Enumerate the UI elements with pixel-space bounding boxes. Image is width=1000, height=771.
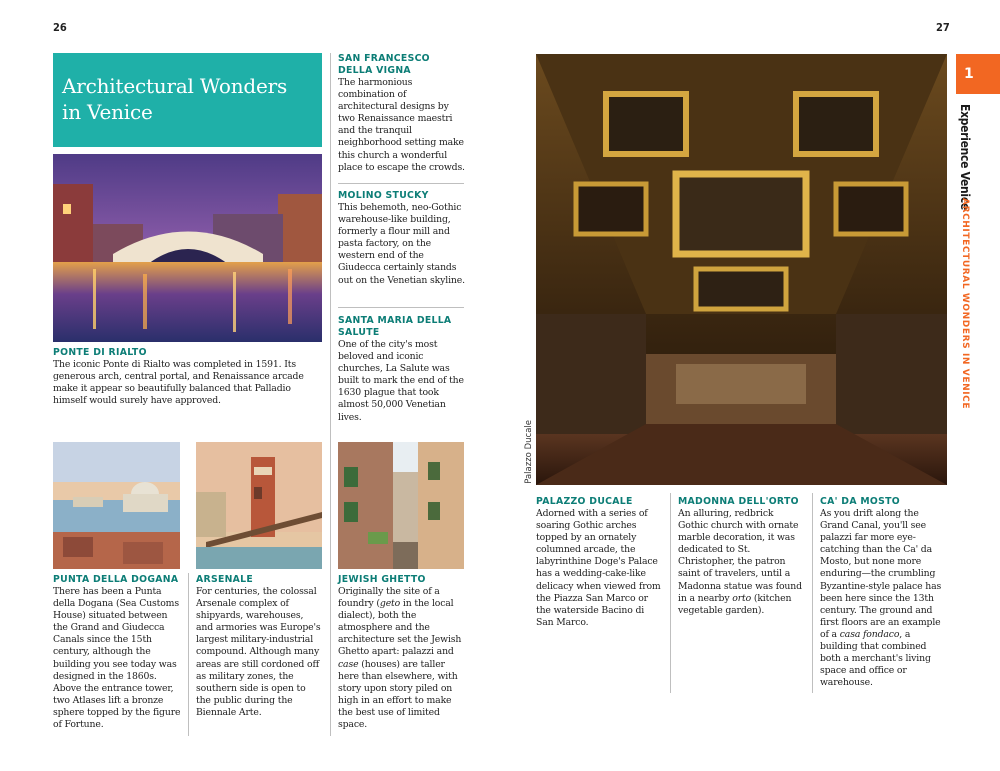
orto-body: An alluring, redbrick Gothic church with ornate marble decoration, it was dedicated to St. Christopher, the patron saint of travelers, until a Madonna statue was found in a nearby orto (kitchen vegetable garden).	[678, 508, 802, 616]
ghetto-photo	[338, 442, 464, 569]
right-page-number: 27	[936, 21, 950, 34]
salute-heading: SANTA MARIA DELLA SALUTE	[338, 315, 452, 338]
arsenale-entry	[196, 574, 323, 719]
arsenale-heading: ARSENALE	[196, 574, 254, 585]
arsenale-body: For centuries, the colossal Arsenale complex of shipyards, warehouses, and armories was Europe's largest military-industrial compound. Although many areas are still cordoned off as military zones, the southern side is open to the public during the Biennale Arte.	[196, 586, 321, 718]
salute-entry	[338, 315, 465, 424]
ducale-heading: PALAZZO DUCALE	[536, 496, 633, 507]
sanfrancesco-body: The harmonious combination of architectural designs by two Renaissance maestri and the tranquil neighborhood setting make this church a wonderful place to escape the crowds.	[338, 77, 465, 173]
orto-heading: MADONNA DELL'ORTO	[678, 496, 799, 507]
camosto-heading: CA' DA MOSTO	[820, 496, 900, 507]
salute-body: One of the city's most beloved and iconic churches, La Salute was built to mark the end of the 1630 plague that took almost 50,000 Venetian lives.	[338, 339, 464, 423]
photo-caption: Palazzo Ducale	[524, 420, 534, 484]
dogana-body: There has been a Punta della Dogana (Sea Customs House) situated between the Grand and Giudecca Canals since the 15th century, although the building you see today was designed in the 1860s. Above the entrance tower, two Atlases lift a bronze sphere topped by the figure of Fortune.	[53, 586, 181, 731]
section-running-head: ARCHITECTURAL WONDERS IN VENICE	[960, 198, 970, 410]
column-divider	[670, 493, 671, 693]
dogana-photo	[53, 442, 180, 569]
column-divider	[812, 493, 813, 693]
orto-entry	[678, 496, 805, 617]
molino-entry	[338, 190, 465, 287]
ghetto-heading: JEWISH GHETTO	[338, 574, 426, 585]
arsenale-photo	[196, 442, 322, 569]
camosto-body: As you drift along the Grand Canal, you'll see palazzi far more eye-catching than the Ca' da Mosto, but none more enduring—the crumbling Byzantine-style palace has been here since the 13th century. The ground and first floors are an example of a casa fondaco, a building that combined both a merchant's living space and office or warehouse.	[820, 508, 942, 689]
dogana-entry	[53, 574, 181, 731]
ghetto-entry	[338, 574, 465, 731]
column-divider	[188, 573, 189, 736]
ducale-entry	[536, 496, 662, 629]
rialto-body: The iconic Ponte di Rialto was completed in 1591. Its generous arch, central portal, and Renaissance arcade make it appear so beautifully balanced that Palladio himself would surely have approved.	[53, 359, 304, 407]
column-divider	[330, 53, 331, 736]
rialto-photo	[53, 154, 322, 342]
rialto-entry	[53, 347, 323, 407]
ducale-body: Adorned with a series of soaring Gothic arches topped by an ornately columned arcade, the labyrinthine Doge's Palace has a wedding-cake-like delicacy when viewed from the Piazza San Marco or the waterside Bacino di San Marco.	[536, 508, 661, 628]
left-page-number: 26	[53, 21, 67, 34]
camosto-entry	[820, 496, 948, 689]
dogana-heading: PUNTA DELLA DOGANA	[53, 574, 179, 585]
palazzo-ducale-photo	[536, 54, 947, 485]
divider	[338, 307, 464, 308]
chapter-number-tab: 1	[956, 54, 1000, 94]
divider	[338, 183, 464, 184]
molino-body: This behemoth, neo-Gothic warehouse-like building, formerly a flour mill and pasta factory, on the western end of the Giudecca certainly stands out on the Venetian skyline.	[338, 202, 465, 286]
title-box	[53, 53, 322, 147]
ghetto-body: Originally the site of a foundry (geto in the local dialect), both the atmosphere and the architecture set the Jewish Ghetto apart: palazzi and case (houses) are taller here than elsewhere, with story upon story piled on high in an effort to make the best use of limited space.	[338, 586, 462, 731]
book-running-head: Experience Venice	[958, 104, 972, 210]
rialto-heading: PONTE DI RIALTO	[53, 347, 147, 358]
molino-heading: MOLINO STUCKY	[338, 190, 429, 201]
sanfrancesco-entry	[338, 53, 465, 174]
sanfrancesco-heading: SAN FRANCESCO DELLA VIGNA	[338, 53, 430, 76]
page-title: Architectural Wonders in Venice	[62, 74, 288, 124]
